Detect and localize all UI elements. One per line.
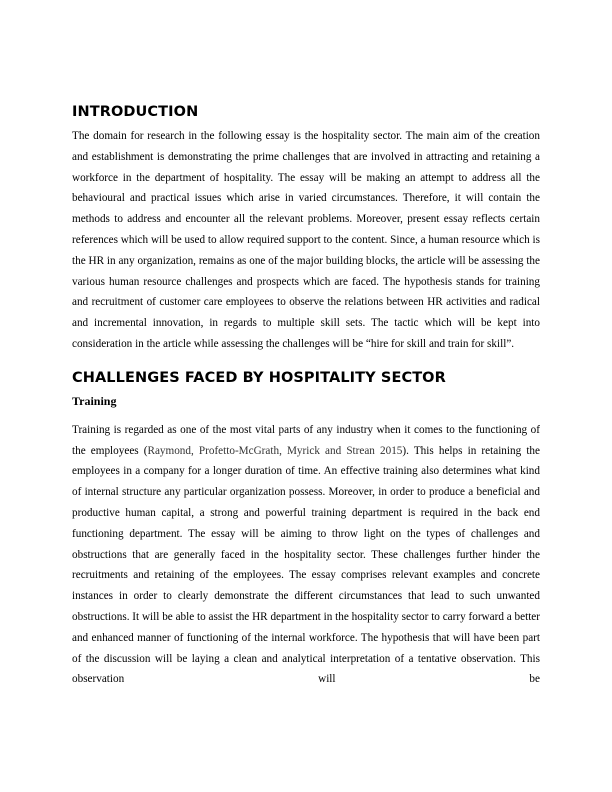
introduction-paragraph: The domain for research in the following essay is the hospitality sector. The main aim of the creation and establishment is demonstrating the prime challenges that are involved in attracting and retaining a workforce in the department of hospitality. The essay will be making an attempt to address all the behavioural and practical issues which arise in varied circumstances. Therefore, it will contain the methods to address and encounter all the relevant problems. Moreover, present essay reflects certain references which will be used to allow required support to the content. Since, a human resource which is the HR in any organization, remains as one of the major building blocks, the article will be assessing the various human resource challenges and prospects which are faced. The hypothesis stands for training and recruitment of customer care employees to observe the relations between HR activities and radical and incremental innovation, in regards to multiple skill sets. The tactic which will be kept into consideration in the article while assessing the challenges will be “hire for skill and train for skill”. <box>72 130 540 350</box>
introduction-heading: INTRODUCTION <box>72 104 199 120</box>
training-text-start: Training is regarded as one of the most vital parts of any industry when it comes to the functioning of the employees ( <box>72 423 540 457</box>
training-subheading: Training <box>72 393 117 408</box>
training-text-end: ). This helps in retaining the employees in a company for a longer duration of time. An effective training also determines what kind of internal structure any particular organization possess. Moreover, in order to produce a beneficial and productive human capital, a strong and powerful training department is required in the back end functioning department. The essay will be aiming to throw light on the types of challenges and obstructions that are generally faced in the hospitality sector. These challenges further hinder the recruitments and retaining of the employees. The essay comprises relevant examples and concrete instances in order to clearly demonstrate the different circumstances that lead to such unwanted obstructions. It will be able to assist the HR department in the hospitality sector to carry forward a better and enhanced manner of functioning of the internal workforce. The hypothesis that will have been part of the discussion will be laying a clean and analytical interpretation of a tentative observation. This observation will be <box>72 444 540 686</box>
citation: Raymond, Profetto-McGrath, Myrick and Strean 2015 <box>147 444 403 457</box>
training-paragraph <box>72 420 540 690</box>
document-page <box>72 104 540 690</box>
challenges-heading: CHALLENGES FACED BY HOSPITALITY SECTOR <box>72 369 446 386</box>
